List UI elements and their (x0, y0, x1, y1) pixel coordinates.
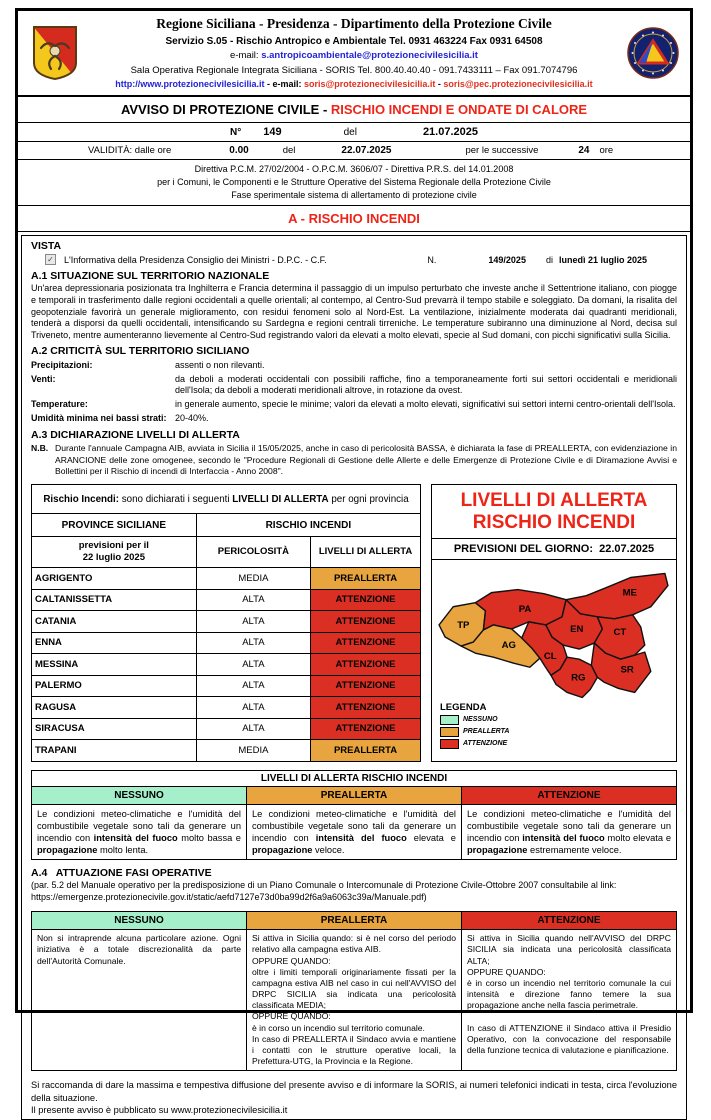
a4-note-line-2: https://emergenze.protezionecivile.gov.it/static/aefd7127e73d0ba99d2f6a9a6063c39a/Manuale.pdf) (31, 891, 427, 902)
level-text-preallerta: Le condizioni meteo-climatiche e l'umidità del combustibile vegetale sono tali da generare un incendio con intensità del fuoco elevata e propagazione veloce. (247, 804, 462, 859)
a3-nb-row (31, 443, 677, 478)
province-row (32, 697, 421, 719)
col-subheader-livelli: LIVELLI DI ALLERTA (311, 537, 421, 568)
a4-note-line-1: (par. 5.2 del Manuale operativo per la predisposizione di un Piano Comunale o Intercomunale di Protezione Civile-Ottobre 2007 consultabile al link: (31, 879, 617, 890)
directive-line-1: Direttiva P.C.M. 27/02/2004 - O.P.C.M. 3606/07 - Direttiva P.R.S. del 14.01.2008 (194, 164, 514, 175)
map-panel-title: LIVELLI DI ALLERTA RISCHIO INCENDI (460, 490, 648, 533)
province-hazard: MEDIA (196, 740, 310, 762)
province-row (32, 568, 421, 590)
phase-header-attenzione: ATTENZIONE (462, 912, 677, 930)
number-row (18, 123, 690, 142)
province-alert-level: ATTENZIONE (311, 611, 421, 633)
a1-body: Un'area depressionaria posizionata tra Inghilterra e Francia determina il passaggio di un impulso perturbato che investe anche il Settentrione italiano, con piogge e temporali in trasferimento dalle regioni occidentali a quelle orientali; al contempo, al Centro-Sud prevarrà il tempo stabile e soleggiato. Da domani, la risalita del geopotenziale favorirà un generale miglioramento, con residui fenomeni solo al Nord-Est. La ventilazione, inizialmente moderata dai quadranti meridionali, tenderà a disporsi da quelli occidentali, intensificando su Sardegna e regioni centrali tirreniche. Le temperature subiranno una diminuzione al Nord, decisa sul Triveneto, mentre aumenteranno lievemente al Centro-Sud registrando valori da elevati a molto elevati, specie al Sud domani, con picchi significativi sulla Sicilia. (31, 283, 677, 341)
province-row (32, 718, 421, 740)
province-name: CATANIA (32, 611, 197, 633)
province-name: AGRIGENTO (32, 568, 197, 590)
soris-line: Sala Operativa Regionale Integrata Siciliana - SORIS Tel. 800.40.40.40 - 091.7433111 – Fax 091.7074796 (130, 64, 578, 76)
map-forecast-row: PREVISIONI DEL GIORNO: 22.07.2025 (432, 538, 676, 560)
validity-hours: 24 (578, 145, 590, 157)
sicily-map (432, 560, 676, 761)
map-province-label-me: ME (622, 587, 637, 599)
a2-row-value: assenti o non rilevanti. (175, 359, 265, 370)
legend-color-swatch (440, 739, 459, 749)
section-a-content (21, 235, 687, 1120)
a1-heading: A.1 SITUAZIONE SUL TERRITORIO NAZIONALE (31, 270, 270, 283)
a2-criticality-row (31, 399, 677, 411)
level-text-attenzione: Le condizioni meteo-climatiche e l'umidità del combustibile vegetale sono tali da generare un incendio con intensità del fuoco molto elevata e propagazione estremamente veloce. (462, 804, 677, 859)
legend-label: PREALLERTA (463, 728, 510, 736)
checked-checkbox-icon[interactable]: ✓ (45, 254, 56, 265)
map-province-label-rg: RG (571, 672, 586, 684)
validity-del-label: del (282, 145, 296, 157)
col-header-rischio: RISCHIO INCENDI (196, 514, 420, 537)
province-row (32, 611, 421, 633)
links-separator: - (435, 78, 444, 89)
map-province-label-ct: CT (613, 626, 627, 638)
email-line (86, 49, 622, 63)
nb-label: N.B. (31, 443, 49, 454)
a2-row-label: Umidità minima nei bassi strati: (31, 412, 167, 423)
map-panel (431, 484, 677, 762)
province-alert-level: ATTENZIONE (311, 718, 421, 740)
level-header-preallerta: PREALLERTA (247, 786, 462, 804)
a3-heading: A.3 DICHIARAZIONE LIVELLI DI ALLERTA (31, 429, 240, 442)
section-a-title: A - RISCHIO INCENDI (18, 206, 690, 232)
avviso-title-black: AVVISO DI PROTEZIONE CIVILE - (120, 102, 331, 118)
a2-row-label: Temperature: (31, 398, 88, 409)
ore-label: ore (599, 145, 614, 157)
level-text-nessuno: Le condizioni meteo-climatiche e l'umidità del combustibile vegetale sono tali da generare un incendio con intensità del fuoco molto bassa e propagazione molto lenta. (32, 804, 247, 859)
map-province-label-sr: SR (620, 664, 634, 676)
province-name: CALTANISSETTA (32, 589, 197, 611)
province-hazard: ALTA (196, 632, 310, 654)
legend-item (440, 727, 509, 737)
province-alert-level: ATTENZIONE (311, 632, 421, 654)
a2-rows (31, 358, 677, 426)
alert-table-caption: Rischio Incendi: sono dichiarati i seguenti LIVELLI DI ALLERTA per ogni provincia (32, 485, 421, 514)
a2-row-label: Precipitazioni: (31, 359, 93, 370)
map-province-label-ag: AG (501, 639, 516, 651)
province-hazard: ALTA (196, 611, 310, 633)
alert-section (31, 484, 677, 762)
avviso-number: 149 (263, 126, 282, 139)
directives-block (18, 160, 690, 206)
col-subheader-pericolosita: PERICOLOSITÀ (196, 537, 310, 568)
footer-note (31, 1079, 677, 1117)
province-name: PALERMO (32, 675, 197, 697)
phase-text-nessuno: Non si intraprende alcuna particolare azione. Ogni iniziativa è a totale discrezionalità da parte dell'Autorità Comunale. (32, 930, 247, 1071)
vista-n-label: N. (427, 254, 437, 265)
province-hazard: ALTA (196, 589, 310, 611)
a2-row-value: 20-40%. (175, 412, 209, 423)
sicily-coat-of-arms-icon (24, 25, 86, 81)
legend-color-swatch (440, 715, 459, 725)
levels-description-table (31, 770, 677, 860)
validity-label: VALIDITÀ: dalle ore (88, 145, 172, 157)
footer-line-2: Il presente avviso è pubblicato su www.protezionecivilesicilia.it (31, 1105, 288, 1116)
province-hazard: ALTA (196, 718, 310, 740)
province-alert-level: PREALLERTA (311, 740, 421, 762)
map-province-label-pa: PA (518, 603, 532, 615)
validity-date: 22.07.2025 (341, 145, 392, 157)
vista-date: lunedì 21 luglio 2025 (558, 254, 647, 265)
number-label: N° (229, 126, 242, 138)
province-alert-level: ATTENZIONE (311, 675, 421, 697)
col-header-province: PROVINCE SICILIANE (32, 514, 197, 537)
email2-label: - e-mail: (264, 78, 305, 89)
a2-row-label: Venti: (31, 373, 56, 384)
province-row (32, 675, 421, 697)
legend-item (440, 715, 509, 725)
directive-line-3: Fase sperimentale sistema di allertamento di protezione civile (231, 190, 477, 201)
phase-text-attenzione: Si attiva in Sicilia quando nell'AVVISO del DRPC SICILIA sia indicata una pericolosità classificata ALTA; OPPURE QUANDO: è in corso un incendio nel territorio comunale la cui intensità e direzione fanno temere la sua propagazione anche nella fascia perimetrale. In caso di ATTENZIONE il Sindaco attiva il Presidio Operativo, con la convocazione del responsabile della funzione tecnica di valutazione e pianificazione. (462, 930, 677, 1071)
province-name: SIRACUSA (32, 718, 197, 740)
number-del-label: del (343, 126, 357, 138)
province-hazard: ALTA (196, 654, 310, 676)
a2-heading: A.2 CRITICITÀ SUL TERRITORIO SICILIANO (31, 344, 250, 357)
a2-criticality-row (31, 374, 677, 397)
soris-email-link[interactable]: soris@protezionecivilesicilia.it (304, 78, 436, 89)
phase-text-preallerta: Si attiva in Sicilia quando: si è nel corso del periodo relativo alla campagna estiva AIB. OPPURE QUANDO: oltre i limiti temporali originariamente fissati per la campagna estiva AIB nel caso in cui nell'AVVISO del DRPC SICILIA sia indicata una pericolosità classificata MEDIA; OPPURE QUANDO: è in corso un incendio sul territorio comunale. In caso di PREALLERTA il Sindaco avvia e mantiene i contatti con le strutture operative locali, la Prefettura-UTG, la Provincia e la Regione. (247, 930, 462, 1071)
email-label: e-mail: (230, 50, 262, 62)
avviso-title (18, 97, 690, 123)
vista-item-text: L'Informativa della Presidenza Consiglio dei Ministri - D.P.C. - C.F. (64, 254, 327, 265)
successive-label: per le successive (465, 145, 539, 157)
province-alert-table (31, 484, 421, 762)
document-header (18, 11, 690, 97)
map-province-label-en: EN (570, 623, 584, 635)
soris-pec-link[interactable]: soris@pec.protezionecivilesicilia.it (443, 78, 593, 89)
map-province-label-cl: CL (543, 650, 557, 662)
province-alert-level: ATTENZIONE (311, 654, 421, 676)
legend-item (440, 739, 509, 749)
vista-number: 149/2025 (488, 254, 526, 265)
province-row (32, 654, 421, 676)
vista-item-row (31, 254, 677, 265)
map-province-me (566, 573, 668, 618)
legend-color-swatch (440, 727, 459, 737)
service-line: Servizio S.05 - Rischio Antropico e Ambientale Tel. 0931 463224 Fax 0931 64508 (165, 36, 543, 48)
validity-time: 0.00 (229, 145, 249, 157)
avviso-document (15, 8, 693, 1116)
footer-line-1: Si raccomanda di dare la massima e tempestiva diffusione del presente avviso e di informare la SORIS, ai numeri telefonici indicati in testa, circa l'evoluzione della situazione. (31, 1080, 677, 1103)
service-email-link[interactable]: s.antropicoambientale@protezionecivilesicilia.it (261, 50, 478, 62)
legend-label: ATTENZIONE (463, 740, 508, 748)
province-alert-level: ATTENZIONE (311, 589, 421, 611)
legend-title: LEGENDA (440, 701, 487, 713)
map-province-label-tp: TP (457, 619, 470, 631)
level-header-nessuno: NESSUNO (32, 786, 247, 804)
col-subheader-previsioni: previsioni per il 22 luglio 2025 (32, 537, 197, 568)
map-legend (440, 702, 509, 751)
province-name: TRAPANI (32, 740, 197, 762)
a2-criticality-row (31, 413, 677, 425)
nb-text: Durante l'annuale Campagna AIB, avviata in Sicilia il 15/05/2025, anche in caso di pericolosità BASSA, è dichiarata la fase di PREALLERTA, con evidenziazione in ARANCIONE delle zone omogenee, secondo le "Procedure Regionali di Gestione delle Allerte e delle Emergenze di Protezione Civile e di Diramazione Avvisi e Bollettini per il Rischio di incendi di Interfaccia - Anno 2008". (55, 443, 677, 477)
validity-row (18, 142, 690, 160)
phase-header-preallerta: PREALLERTA (247, 912, 462, 930)
province-hazard: ALTA (196, 697, 310, 719)
province-row (32, 632, 421, 654)
province-alert-level: PREALLERTA (311, 568, 421, 590)
province-name: RAGUSA (32, 697, 197, 719)
avviso-title-red: RISCHIO INCENDI E ONDATE DI CALORE (330, 102, 588, 118)
level-header-attenzione: ATTENZIONE (462, 786, 677, 804)
website-link[interactable]: http://www.protezionecivilesicilia.it (115, 78, 265, 89)
province-row (32, 589, 421, 611)
a2-row-value: da deboli a moderati occidentali con possibili raffiche, fino a temporaneamente forti sui settori occidentali e meridionali dell'Isola; da deboli a moderati meridionali altrove, in rotazione da ovest. (175, 373, 677, 396)
province-name: ENNA (32, 632, 197, 654)
province-alert-level: ATTENZIONE (311, 697, 421, 719)
province-hazard: MEDIA (196, 568, 310, 590)
legend-label: NESSUNO (463, 716, 498, 724)
links-line (86, 78, 622, 92)
phase-header-nessuno: NESSUNO (32, 912, 247, 930)
operational-phases-table (31, 911, 677, 1071)
province-name: MESSINA (32, 654, 197, 676)
directive-line-2: per i Comuni, le Componenti e le Strutture Operative del Sistema Regionale della Protezione Civile (157, 177, 551, 188)
vista-heading: VISTA (31, 240, 62, 253)
a2-criticality-row (31, 360, 677, 372)
a4-heading: A.4 ATTUAZIONE FASI OPERATIVE (31, 866, 212, 879)
levels-table-title: LIVELLI DI ALLERTA RISCHIO INCENDI (32, 770, 677, 786)
vista-di-label: di (545, 254, 553, 265)
a2-row-value: in generale aumento, specie le minime; valori da elevati a molto elevati, significativi sui settori interni centro-orientali dell'Isola. (175, 398, 676, 409)
province-row (32, 740, 421, 762)
province-hazard: ALTA (196, 675, 310, 697)
protezione-civile-logo-icon (622, 27, 684, 79)
department-title: Regione Siciliana - Presidenza - Dipartimento della Protezione Civile (156, 16, 552, 31)
avviso-date: 21.07.2025 (422, 126, 478, 139)
